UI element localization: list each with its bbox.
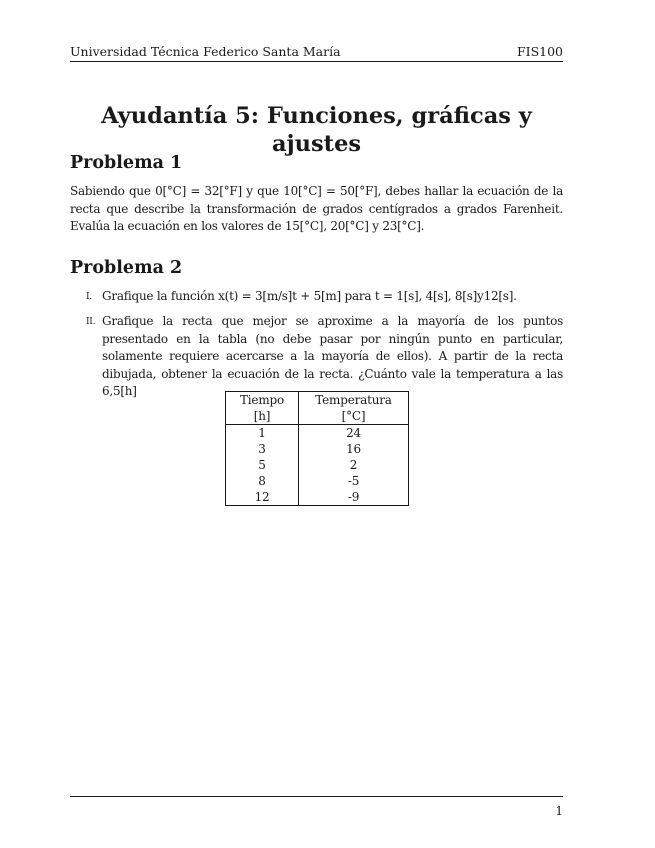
cell-time: 1 (226, 425, 299, 442)
table-row (226, 457, 409, 473)
item-2-marker: II. (86, 317, 96, 327)
problem-2-item-1 (70, 288, 563, 306)
cell-time: 8 (226, 473, 299, 489)
header-temperature: Temperatura [°C] (299, 392, 409, 425)
problem-2-heading: Problema 2 (70, 258, 183, 278)
footer-rule (70, 796, 563, 797)
cell-temperature: 16 (299, 441, 409, 457)
cell-time: 3 (226, 441, 299, 457)
cell-temperature: -5 (299, 473, 409, 489)
cell-temperature: 2 (299, 457, 409, 473)
table-row (226, 473, 409, 489)
time-temperature-table (225, 391, 409, 506)
table-header-row (226, 392, 409, 425)
problem-1-statement: Sabiendo que 0[°C] = 32[°F] y que 10[°C] = 50[°F], debes hallar la ecuación de la recta que describe la transformación de grados centígrados a grados Farenheit. Evalúa la ecuación en los valores de 15[°C], 20[°C] y 23[°C]. (70, 184, 563, 233)
document-title: Ayudantía 5: Funciones, gráficas y ajustes (101, 103, 532, 157)
page-header (70, 44, 563, 60)
cell-time: 12 (226, 489, 299, 506)
table-row (226, 425, 409, 442)
table-row (226, 489, 409, 506)
header-institution: Universidad Técnica Federico Santa María (70, 44, 341, 59)
cell-temperature: 24 (299, 425, 409, 442)
problem-1-heading: Problema 1 (70, 153, 183, 173)
cell-time: 5 (226, 457, 299, 473)
item-2-text: Grafique la recta que mejor se aproxime a la mayoría de los puntos presentado en la tabla (no debe pasar por ningún punto en particular, solamente requiere acercarse a la mayoría de ellos). A partir de la recta dibujada, obtener la ecuación de la recta. ¿Cuánto vale la temperatura a las 6,5[h] (102, 314, 563, 398)
header-time: Tiempo [h] (226, 392, 299, 425)
header-rule (70, 61, 563, 62)
item-1-marker: I. (86, 292, 92, 302)
item-1-text: Grafique la función x(t) = 3[m/s]t + 5[m] para t = 1[s], 4[s], 8[s]y12[s]. (102, 289, 517, 303)
header-course-code: FIS100 (516, 44, 563, 59)
problem-2-item-2 (70, 313, 563, 401)
page-number: 1 (555, 804, 563, 818)
cell-temperature: -9 (299, 489, 409, 506)
table-row (226, 441, 409, 457)
